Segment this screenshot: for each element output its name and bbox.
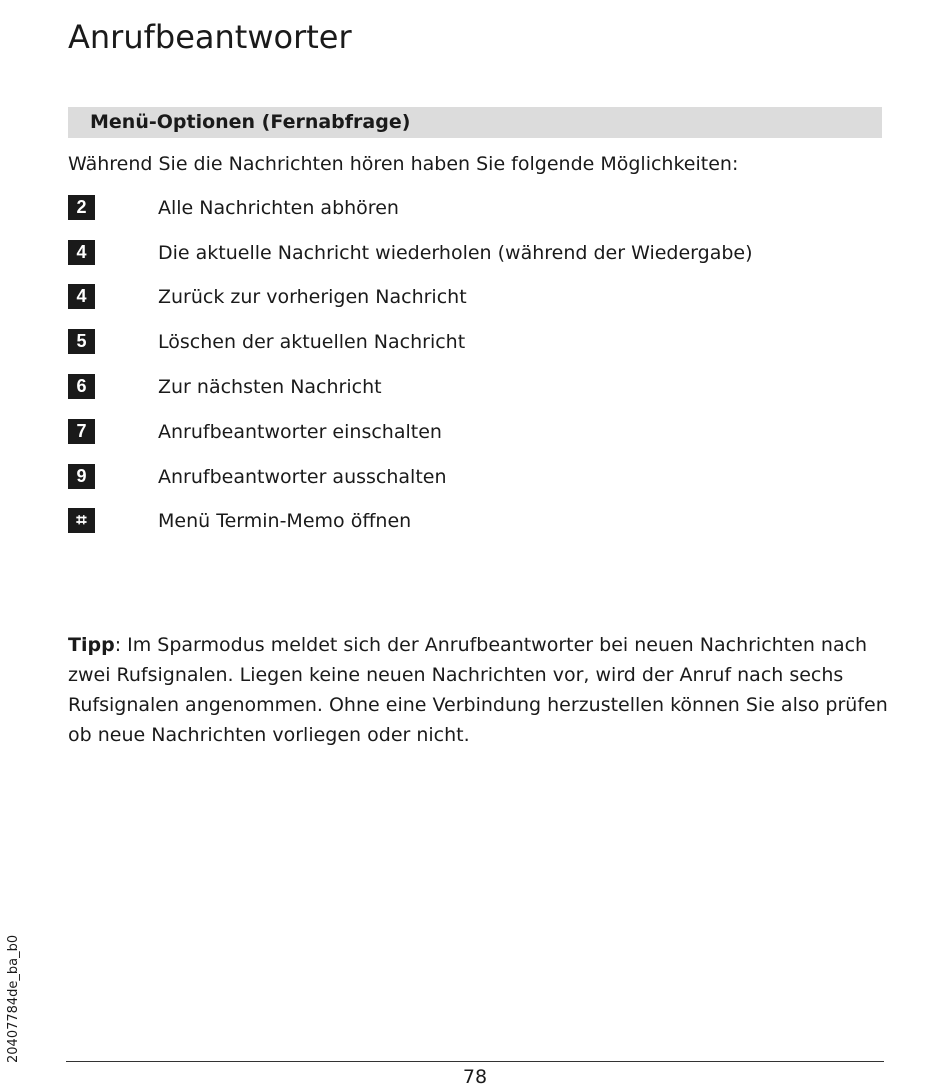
key-badge: 7 (68, 419, 95, 444)
page-number: 78 (462, 1066, 488, 1088)
option-label: Alle Nachrichten abhören (158, 197, 399, 219)
intro-text: Während Sie die Nachrichten hören haben Sie folgende Möglichkeiten: (68, 153, 739, 175)
key-badge: 4 (68, 240, 95, 265)
key-badge: 5 (68, 329, 95, 354)
option-row (68, 508, 888, 534)
option-row (68, 464, 888, 490)
option-label: Löschen der aktuellen Nachricht (158, 331, 466, 353)
key-badge: 2 (68, 195, 95, 220)
option-label: Anrufbeantworter ausschalten (158, 466, 447, 488)
option-label: Menü Termin-Memo öffnen (158, 510, 412, 532)
option-row (68, 329, 888, 355)
hash-key-icon: ⌗ (68, 508, 95, 533)
option-label: Zur nächsten Nachricht (158, 376, 382, 398)
section-header: Menü-Optionen (Fernabfrage) (68, 107, 882, 138)
document-code: 20407784de_ba_b0 (6, 934, 21, 1063)
option-label: Die aktuelle Nachricht wiederholen (während der Wiedergabe) (158, 242, 753, 264)
option-row (68, 284, 888, 310)
option-row (68, 419, 888, 445)
tip-label: Tipp (68, 634, 115, 656)
tip-paragraph (68, 630, 888, 750)
page-title: Anrufbeantworter (68, 18, 352, 56)
footer-divider (66, 1061, 884, 1062)
key-badge: 9 (68, 464, 95, 489)
option-row (68, 374, 888, 400)
tip-text: : Im Sparmodus meldet sich der Anrufbeantworter bei neuen Nachrichten nach zwei Rufsignalen. Liegen keine neuen Nachrichten vor, wird der Anruf nach sechs Rufsignalen angenommen. Ohne eine Verbindung herzustellen können Sie also prüfen ob neue Nachrichten vorliegen oder nicht. (68, 634, 888, 746)
key-badge: 6 (68, 374, 95, 399)
option-label: Zurück zur vorherigen Nachricht (158, 286, 467, 308)
option-label: Anrufbeantworter einschalten (158, 421, 442, 443)
option-row (68, 240, 888, 266)
key-badge: 4 (68, 284, 95, 309)
option-row (68, 195, 888, 221)
